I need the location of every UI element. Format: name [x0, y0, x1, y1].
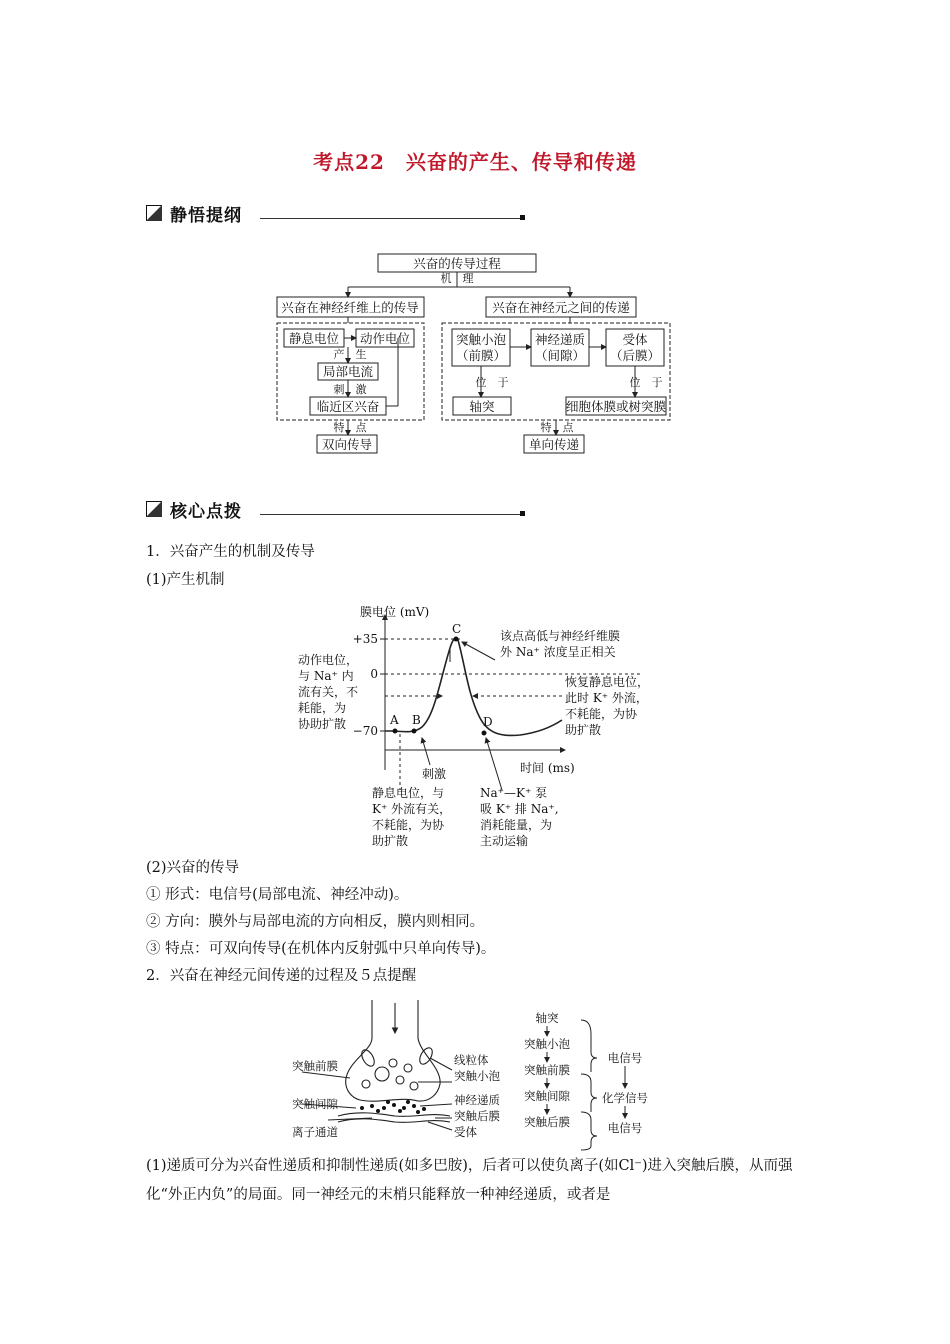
- note-bottom-right-2: 吸 K⁺ 排 Na⁺,: [480, 802, 559, 816]
- note-left-2: 与 Na⁺ 内: [298, 669, 354, 683]
- flow-transmitter: 神经递质: [534, 332, 586, 347]
- note-left-4: 耗能，为: [298, 701, 347, 715]
- section-title: 核心点拨: [170, 501, 242, 522]
- flow-post: （后膜）: [609, 348, 661, 363]
- flow-mechanism: 机 理: [440, 272, 474, 285]
- label-D: D: [483, 715, 493, 729]
- note-bottom-right-3: 消耗能量，为: [480, 818, 553, 832]
- note-bottom-left-2: K⁺ 外流有关，: [372, 802, 452, 816]
- tick-m70: −70: [352, 724, 378, 738]
- label-C: C: [452, 622, 462, 636]
- chain-vesicle: 突触小泡: [524, 1037, 570, 1051]
- signal-chain: [515, 1008, 675, 1153]
- flow-located-right: 位 于: [629, 376, 663, 389]
- section-mark-icon: [146, 501, 162, 517]
- point-A: [393, 729, 398, 734]
- syn-mito: 线粒体: [454, 1053, 489, 1067]
- section-title: 静悟提纲: [170, 205, 242, 226]
- note-bottom-right-1: Na⁺—K⁺ 泵: [480, 786, 548, 800]
- note-bottom-left-4: 助扩散: [372, 834, 409, 848]
- flow-axon: 轴突: [469, 399, 495, 414]
- flow-receptor: 受体: [622, 332, 648, 347]
- chain-pre: 突触前膜: [524, 1063, 570, 1077]
- synapse-diagram: [290, 998, 520, 1148]
- tick-35: +35: [352, 632, 378, 646]
- flow-gap: （间隙）: [534, 348, 586, 363]
- flow-root: 兴奋的传导过程: [413, 256, 501, 271]
- syn-vesicle: 突触小泡: [454, 1069, 500, 1083]
- graph-xlabel: 时间 (ms): [520, 761, 575, 775]
- point-2: ② 方向：膜外与局部电流的方向相反，膜内则相同。: [146, 914, 485, 930]
- syn-channel: 离子通道: [292, 1125, 338, 1139]
- signal-chemical: 化学信号: [602, 1091, 648, 1105]
- note-bottom-left-3: 不耗能，为协: [372, 818, 445, 832]
- heading-1: 1．兴奋产生的机制及传导: [146, 544, 315, 560]
- point-3: ③ 特点：可双向传导(在机体内反射弧中只单向传导)。: [146, 941, 496, 957]
- note-right-1: 恢复静息电位，: [565, 675, 650, 689]
- syn-transmitter: 神经递质: [454, 1093, 500, 1107]
- graph-ylabel: 膜电位 (mV): [360, 605, 430, 619]
- note-bottom-right-4: 主动运输: [480, 834, 529, 848]
- note-c-2: 外 Na⁺ 浓度呈正相关: [500, 645, 616, 659]
- flow-feature2: 特 点: [540, 421, 574, 434]
- flow-unidirectional: 单向传递: [528, 437, 580, 452]
- chain-axon: 轴突: [535, 1011, 559, 1025]
- flow-nearby: 临近区兴奋: [316, 399, 380, 414]
- note-left-5: 协助扩散: [298, 717, 347, 731]
- label-A: A: [390, 713, 399, 727]
- flow-action: 动作电位: [359, 331, 411, 346]
- flow-feature: 特 点: [333, 421, 367, 434]
- section-rule: [260, 514, 522, 515]
- section-rule-end: [520, 511, 525, 516]
- chain-post: 突触后膜: [524, 1115, 570, 1129]
- syn-post-membrane: 突触后膜: [454, 1109, 500, 1123]
- section-rule: [260, 218, 522, 219]
- flow-located-left: 位 于: [475, 376, 509, 389]
- point-B: [412, 729, 417, 734]
- signal-electric-2: 电信号: [607, 1121, 643, 1135]
- flow-pre: （前膜）: [455, 348, 507, 363]
- note-left-3: 流有关，不: [298, 685, 359, 699]
- note-right-2: 此时 K⁺ 外流，: [565, 691, 648, 705]
- label-B: B: [412, 713, 421, 727]
- flow-body-membrane: 细胞体膜或树突膜: [565, 399, 667, 414]
- conduction-flowchart: [270, 245, 690, 460]
- flow-right-head: 兴奋在神经元之间的传递: [492, 300, 630, 315]
- note-right-4: 助扩散: [565, 723, 602, 737]
- syn-cleft: 突触间隙: [292, 1097, 338, 1111]
- point-D: [482, 731, 487, 736]
- flow-stimulate: 刺 激: [333, 383, 367, 396]
- flow-local-current: 局部电流: [322, 364, 374, 379]
- action-potential-graph: [290, 600, 660, 850]
- flow-left-head: 兴奋在神经纤维上的传导: [281, 300, 419, 315]
- heading-2: 2．兴奋在神经元间传递的过程及５点提醒: [146, 968, 417, 984]
- transmitter-dots: [360, 1100, 426, 1114]
- section-mark-icon: [146, 205, 162, 221]
- flow-vesicle: 突触小泡: [455, 332, 507, 347]
- syn-receptor: 受体: [454, 1125, 477, 1139]
- tick-0: 0: [370, 667, 378, 681]
- chain-gap: 突触间隙: [524, 1089, 570, 1103]
- note-left-1: 动作电位，: [298, 653, 359, 667]
- point-1: ① 形式：电信号(局部电流、神经冲动)。: [146, 887, 409, 903]
- heading-1-1: (1)产生机制: [146, 572, 225, 588]
- syn-pre-membrane: 突触前膜: [292, 1059, 338, 1073]
- heading-1-2: (2)兴奋的传导: [146, 860, 240, 876]
- note-stimulus: 刺激: [422, 767, 447, 781]
- section-rule-end: [520, 215, 525, 220]
- flow-bidirectional: 双向传导: [321, 437, 373, 452]
- note-right-3: 不耗能，为协: [565, 707, 638, 721]
- note-c-1: 该点高低与神经纤维膜: [500, 629, 621, 643]
- note-paragraph-1: (1)递质可分为兴奋性递质和抑制性递质(如多巴胺)，后者可以使负离子(如Cl⁻)进入突触后膜，从而强化“外正内负”的局面。同一神经元的末梢只能释放一种神经递质，或者是: [146, 1158, 793, 1203]
- section-header-outline: [146, 201, 242, 225]
- page-title: 考点22 兴奋的产生、传导和传递: [313, 150, 637, 174]
- note-bottom-left-1: 静息电位，与: [372, 786, 445, 800]
- point-C: [454, 637, 459, 642]
- signal-electric-1: 电信号: [607, 1051, 643, 1065]
- section-header-core: [146, 497, 242, 521]
- flow-resting: 静息电位: [288, 331, 340, 346]
- flow-produce: 产 生: [333, 348, 367, 361]
